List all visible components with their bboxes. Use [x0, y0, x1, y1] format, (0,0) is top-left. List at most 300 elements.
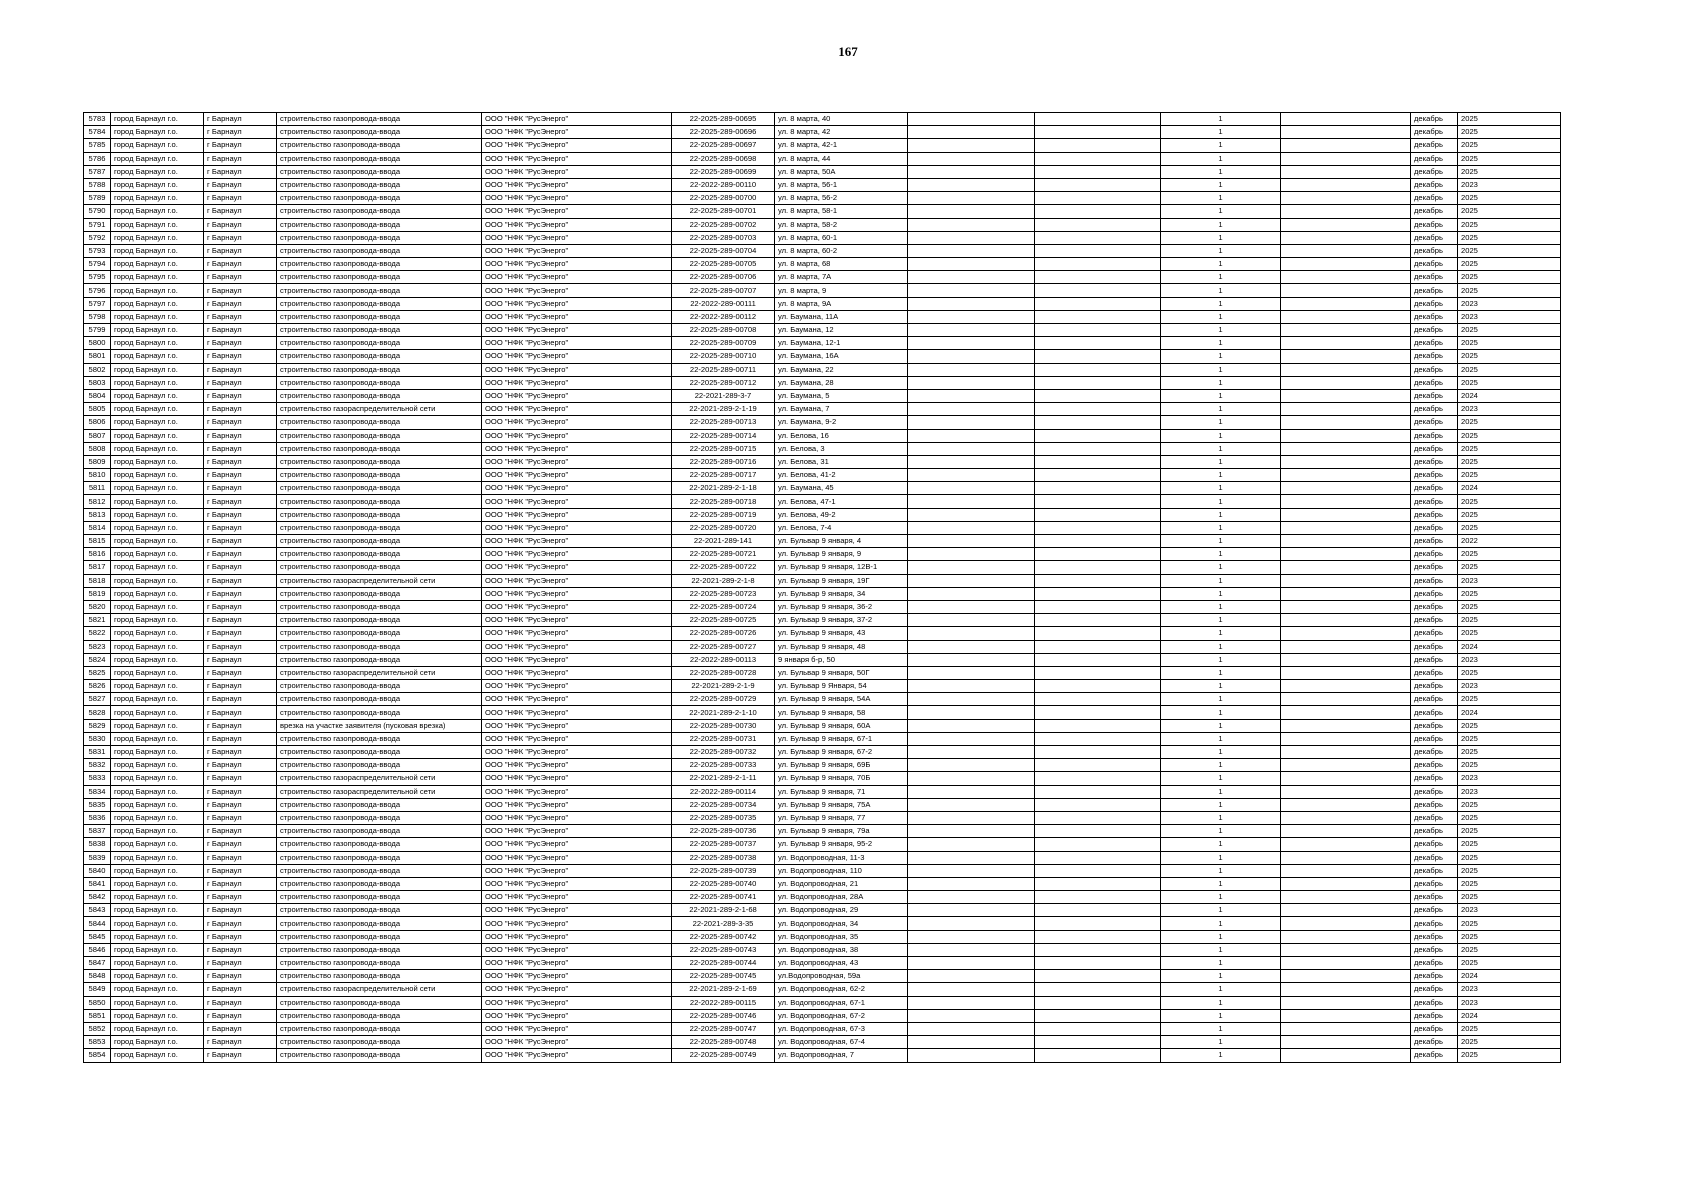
year-cell: 2025: [1458, 508, 1561, 521]
work-type-cell: строительство газопровода-ввода: [277, 877, 482, 890]
row-number-cell: 5831: [84, 746, 111, 759]
organization-cell: ООО "НФК "РусЭнерго": [482, 113, 672, 126]
locality-cell: г Барнаул: [204, 310, 277, 323]
empty-cell: [1281, 482, 1411, 495]
empty-cell: [1035, 482, 1161, 495]
work-type-cell: строительство газопровода-ввода: [277, 152, 482, 165]
table-row: [84, 139, 1561, 152]
empty-cell: [908, 640, 1035, 653]
month-cell: декабрь: [1411, 891, 1458, 904]
month-cell: декабрь: [1411, 1022, 1458, 1035]
organization-cell: ООО "НФК "РусЭнерго": [482, 244, 672, 257]
municipality-cell: город Барнаул г.о.: [111, 706, 204, 719]
work-type-cell: строительство газопровода-ввода: [277, 284, 482, 297]
empty-cell: [1035, 455, 1161, 468]
month-cell: декабрь: [1411, 785, 1458, 798]
address-cell: ул. Бульвар 9 января, 69Б: [775, 759, 908, 772]
empty-cell: [1035, 258, 1161, 271]
empty-cell: [1035, 152, 1161, 165]
row-number-cell: 5787: [84, 165, 111, 178]
row-number-cell: 5820: [84, 600, 111, 613]
empty-cell: [1281, 389, 1411, 402]
table-row: [84, 811, 1561, 824]
work-type-cell: строительство газопровода-ввода: [277, 113, 482, 126]
row-number-cell: 5819: [84, 587, 111, 600]
locality-cell: г Барнаул: [204, 891, 277, 904]
address-cell: ул. Бульвар 9 января, 12В-1: [775, 561, 908, 574]
month-cell: декабрь: [1411, 258, 1458, 271]
address-cell: ул. Бульвар 9 января, 9: [775, 548, 908, 561]
work-type-cell: строительство газопровода-ввода: [277, 482, 482, 495]
quantity-cell: 1: [1161, 271, 1281, 284]
registration-number-cell: 22-2025-289-00736: [672, 825, 775, 838]
address-cell: ул. 8 марта, 50А: [775, 165, 908, 178]
registration-number-cell: 22-2025-289-00707: [672, 284, 775, 297]
work-type-cell: строительство газопровода-ввода: [277, 627, 482, 640]
empty-cell: [1035, 904, 1161, 917]
registration-number-cell: 22-2025-289-00710: [672, 350, 775, 363]
empty-cell: [1281, 666, 1411, 679]
month-cell: декабрь: [1411, 957, 1458, 970]
address-cell: ул. Белова, 41-2: [775, 469, 908, 482]
empty-cell: [1281, 825, 1411, 838]
empty-cell: [908, 653, 1035, 666]
organization-cell: ООО "НФК "РусЭнерго": [482, 521, 672, 534]
table-row: [84, 548, 1561, 561]
table-row: [84, 495, 1561, 508]
work-type-cell: строительство газопровода-ввода: [277, 838, 482, 851]
locality-cell: г Барнаул: [204, 561, 277, 574]
empty-cell: [1035, 719, 1161, 732]
locality-cell: г Барнаул: [204, 1036, 277, 1049]
work-type-cell: строительство газопровода-ввода: [277, 759, 482, 772]
quantity-cell: 1: [1161, 178, 1281, 191]
organization-cell: ООО "НФК "РусЭнерго": [482, 759, 672, 772]
year-cell: 2025: [1458, 218, 1561, 231]
empty-cell: [1281, 548, 1411, 561]
organization-cell: ООО "НФК "РусЭнерго": [482, 389, 672, 402]
empty-cell: [908, 798, 1035, 811]
organization-cell: ООО "НФК "РусЭнерго": [482, 627, 672, 640]
row-number-cell: 5844: [84, 917, 111, 930]
work-type-cell: строительство газопровода-ввода: [277, 521, 482, 534]
work-type-cell: строительство газопровода-ввода: [277, 126, 482, 139]
year-cell: 2025: [1458, 587, 1561, 600]
row-number-cell: 5823: [84, 640, 111, 653]
empty-cell: [908, 403, 1035, 416]
quantity-cell: 1: [1161, 165, 1281, 178]
empty-cell: [908, 680, 1035, 693]
municipality-cell: город Барнаул г.о.: [111, 732, 204, 745]
month-cell: декабрь: [1411, 706, 1458, 719]
quantity-cell: 1: [1161, 614, 1281, 627]
table-row: [84, 1022, 1561, 1035]
empty-cell: [1035, 535, 1161, 548]
locality-cell: г Барнаул: [204, 337, 277, 350]
municipality-cell: город Барнаул г.о.: [111, 864, 204, 877]
organization-cell: ООО "НФК "РусЭнерго": [482, 310, 672, 323]
row-number-cell: 5804: [84, 389, 111, 402]
organization-cell: ООО "НФК "РусЭнерго": [482, 851, 672, 864]
year-cell: 2025: [1458, 851, 1561, 864]
work-type-cell: строительство газопровода-ввода: [277, 429, 482, 442]
empty-cell: [1035, 271, 1161, 284]
month-cell: декабрь: [1411, 139, 1458, 152]
organization-cell: ООО "НФК "РусЭнерго": [482, 455, 672, 468]
quantity-cell: 1: [1161, 785, 1281, 798]
address-cell: ул. Бульвар 9 января, 50Г: [775, 666, 908, 679]
month-cell: декабрь: [1411, 732, 1458, 745]
empty-cell: [1281, 205, 1411, 218]
quantity-cell: 1: [1161, 798, 1281, 811]
locality-cell: г Барнаул: [204, 574, 277, 587]
row-number-cell: 5832: [84, 759, 111, 772]
empty-cell: [1281, 442, 1411, 455]
work-type-cell: строительство газопровода-ввода: [277, 244, 482, 257]
municipality-cell: город Барнаул г.о.: [111, 666, 204, 679]
month-cell: декабрь: [1411, 798, 1458, 811]
address-cell: ул. Водопроводная, 67-3: [775, 1022, 908, 1035]
work-type-cell: строительство газопровода-ввода: [277, 693, 482, 706]
empty-cell: [1035, 680, 1161, 693]
quantity-cell: 1: [1161, 1009, 1281, 1022]
locality-cell: г Барнаул: [204, 350, 277, 363]
table-row: [84, 825, 1561, 838]
empty-cell: [1281, 983, 1411, 996]
locality-cell: г Барнаул: [204, 535, 277, 548]
quantity-cell: 1: [1161, 693, 1281, 706]
work-type-cell: строительство газопровода-ввода: [277, 811, 482, 824]
registration-number-cell: 22-2025-289-00705: [672, 258, 775, 271]
work-type-cell: строительство газопровода-ввода: [277, 508, 482, 521]
address-cell: ул. Белова, 16: [775, 429, 908, 442]
registration-number-cell: 22-2025-289-00716: [672, 455, 775, 468]
address-cell: ул. Водопроводная, 67-4: [775, 1036, 908, 1049]
table-row: [84, 521, 1561, 534]
organization-cell: ООО "НФК "РусЭнерго": [482, 666, 672, 679]
empty-cell: [908, 877, 1035, 890]
quantity-cell: 1: [1161, 442, 1281, 455]
empty-cell: [1035, 891, 1161, 904]
organization-cell: ООО "НФК "РусЭнерго": [482, 535, 672, 548]
month-cell: декабрь: [1411, 600, 1458, 613]
registration-number-cell: 22-2025-289-00711: [672, 363, 775, 376]
locality-cell: г Барнаул: [204, 165, 277, 178]
empty-cell: [1281, 521, 1411, 534]
locality-cell: г Барнаул: [204, 970, 277, 983]
quantity-cell: 1: [1161, 970, 1281, 983]
work-type-cell: строительство газопровода-ввода: [277, 996, 482, 1009]
empty-cell: [1035, 324, 1161, 337]
locality-cell: г Барнаул: [204, 244, 277, 257]
address-cell: ул. Баумана, 11А: [775, 310, 908, 323]
row-number-cell: 5794: [84, 258, 111, 271]
empty-cell: [1281, 891, 1411, 904]
locality-cell: г Барнаул: [204, 126, 277, 139]
table-row: [84, 1009, 1561, 1022]
year-cell: 2025: [1458, 877, 1561, 890]
row-number-cell: 5826: [84, 680, 111, 693]
municipality-cell: город Барнаул г.о.: [111, 574, 204, 587]
empty-cell: [1281, 139, 1411, 152]
registration-number-cell: 22-2025-289-00723: [672, 587, 775, 600]
quantity-cell: 1: [1161, 851, 1281, 864]
table-row: [84, 376, 1561, 389]
year-cell: 2025: [1458, 442, 1561, 455]
year-cell: 2025: [1458, 258, 1561, 271]
municipality-cell: город Барнаул г.о.: [111, 416, 204, 429]
month-cell: декабрь: [1411, 759, 1458, 772]
table-row: [84, 851, 1561, 864]
quantity-cell: 1: [1161, 126, 1281, 139]
work-type-cell: строительство газопровода-ввода: [277, 680, 482, 693]
empty-cell: [1281, 877, 1411, 890]
empty-cell: [1281, 561, 1411, 574]
locality-cell: г Барнаул: [204, 139, 277, 152]
row-number-cell: 5845: [84, 930, 111, 943]
registration-number-cell: 22-2021-289-2-1-18: [672, 482, 775, 495]
organization-cell: ООО "НФК "РусЭнерго": [482, 297, 672, 310]
row-number-cell: 5854: [84, 1049, 111, 1062]
row-number-cell: 5821: [84, 614, 111, 627]
empty-cell: [1281, 904, 1411, 917]
quantity-cell: 1: [1161, 244, 1281, 257]
locality-cell: г Барнаул: [204, 389, 277, 402]
row-number-cell: 5822: [84, 627, 111, 640]
locality-cell: г Барнаул: [204, 627, 277, 640]
empty-cell: [1281, 917, 1411, 930]
work-type-cell: строительство газопровода-ввода: [277, 891, 482, 904]
address-cell: ул. Бульвар 9 января, 60А: [775, 719, 908, 732]
locality-cell: г Барнаул: [204, 864, 277, 877]
municipality-cell: город Барнаул г.о.: [111, 244, 204, 257]
quantity-cell: 1: [1161, 719, 1281, 732]
locality-cell: г Барнаул: [204, 600, 277, 613]
empty-cell: [1281, 337, 1411, 350]
month-cell: декабрь: [1411, 429, 1458, 442]
registration-number-cell: 22-2025-289-00726: [672, 627, 775, 640]
registration-number-cell: 22-2025-289-00740: [672, 877, 775, 890]
municipality-cell: город Барнаул г.о.: [111, 178, 204, 191]
table-row: [84, 244, 1561, 257]
empty-cell: [1035, 838, 1161, 851]
municipality-cell: город Барнаул г.о.: [111, 535, 204, 548]
row-number-cell: 5808: [84, 442, 111, 455]
organization-cell: ООО "НФК "РусЭнерго": [482, 284, 672, 297]
empty-cell: [1281, 324, 1411, 337]
empty-cell: [1035, 442, 1161, 455]
empty-cell: [1281, 310, 1411, 323]
organization-cell: ООО "НФК "РусЭнерго": [482, 165, 672, 178]
year-cell: 2025: [1458, 376, 1561, 389]
work-type-cell: строительство газопровода-ввода: [277, 930, 482, 943]
empty-cell: [1035, 970, 1161, 983]
locality-cell: г Барнаул: [204, 218, 277, 231]
row-number-cell: 5790: [84, 205, 111, 218]
address-cell: ул. Водопроводная, 35: [775, 930, 908, 943]
empty-cell: [908, 574, 1035, 587]
locality-cell: г Барнаул: [204, 680, 277, 693]
quantity-cell: 1: [1161, 521, 1281, 534]
locality-cell: г Барнаул: [204, 732, 277, 745]
locality-cell: г Барнаул: [204, 719, 277, 732]
year-cell: 2025: [1458, 192, 1561, 205]
row-number-cell: 5839: [84, 851, 111, 864]
locality-cell: г Барнаул: [204, 653, 277, 666]
registration-number-cell: 22-2021-289-2-1-9: [672, 680, 775, 693]
month-cell: декабрь: [1411, 917, 1458, 930]
quantity-cell: 1: [1161, 113, 1281, 126]
municipality-cell: город Барнаул г.о.: [111, 600, 204, 613]
table-row: [84, 218, 1561, 231]
year-cell: 2025: [1458, 811, 1561, 824]
empty-cell: [908, 178, 1035, 191]
organization-cell: ООО "НФК "РусЭнерго": [482, 350, 672, 363]
table-row: [84, 693, 1561, 706]
empty-cell: [908, 548, 1035, 561]
registration-number-cell: 22-2025-289-00728: [672, 666, 775, 679]
municipality-cell: город Барнаул г.о.: [111, 1009, 204, 1022]
address-cell: ул. Бульвар 9 Января, 54: [775, 680, 908, 693]
address-cell: ул.Водопроводная, 59а: [775, 970, 908, 983]
municipality-cell: город Барнаул г.о.: [111, 310, 204, 323]
empty-cell: [1035, 337, 1161, 350]
address-cell: ул. Водопроводная, 110: [775, 864, 908, 877]
registration-number-cell: 22-2025-289-00695: [672, 113, 775, 126]
empty-cell: [1035, 126, 1161, 139]
registration-number-cell: 22-2025-289-00699: [672, 165, 775, 178]
organization-cell: ООО "НФК "РусЭнерго": [482, 693, 672, 706]
work-type-cell: строительство газопровода-ввода: [277, 904, 482, 917]
work-type-cell: врезка на участке заявителя (пусковая врезка): [277, 719, 482, 732]
address-cell: ул. 8 марта, 9А: [775, 297, 908, 310]
address-cell: ул. 8 марта, 9: [775, 284, 908, 297]
year-cell: 2023: [1458, 297, 1561, 310]
address-cell: ул. Бульвар 9 января, 58: [775, 706, 908, 719]
address-cell: ул. Бульвар 9 января, 43: [775, 627, 908, 640]
quantity-cell: 1: [1161, 732, 1281, 745]
empty-cell: [1281, 996, 1411, 1009]
empty-cell: [908, 258, 1035, 271]
locality-cell: г Барнаул: [204, 811, 277, 824]
address-cell: ул. Бульвар 9 января, 95-2: [775, 838, 908, 851]
empty-cell: [908, 389, 1035, 402]
empty-cell: [908, 746, 1035, 759]
organization-cell: ООО "НФК "РусЭнерго": [482, 1009, 672, 1022]
empty-cell: [908, 811, 1035, 824]
row-number-cell: 5812: [84, 495, 111, 508]
registration-number-cell: 22-2025-289-00738: [672, 851, 775, 864]
empty-cell: [1035, 416, 1161, 429]
municipality-cell: город Барнаул г.о.: [111, 785, 204, 798]
organization-cell: ООО "НФК "РусЭнерго": [482, 363, 672, 376]
year-cell: 2023: [1458, 772, 1561, 785]
locality-cell: г Барнаул: [204, 877, 277, 890]
organization-cell: ООО "НФК "РусЭнерго": [482, 561, 672, 574]
month-cell: декабрь: [1411, 1036, 1458, 1049]
address-cell: ул. 8 марта, 68: [775, 258, 908, 271]
row-number-cell: 5852: [84, 1022, 111, 1035]
municipality-cell: город Барнаул г.о.: [111, 891, 204, 904]
empty-cell: [908, 693, 1035, 706]
municipality-cell: город Барнаул г.о.: [111, 1036, 204, 1049]
locality-cell: г Барнаул: [204, 838, 277, 851]
municipality-cell: город Барнаул г.о.: [111, 152, 204, 165]
table-row: [84, 350, 1561, 363]
registration-number-cell: 22-2025-289-00749: [672, 1049, 775, 1062]
organization-cell: ООО "НФК "РусЭнерго": [482, 798, 672, 811]
quantity-cell: 1: [1161, 746, 1281, 759]
address-cell: ул. 8 марта, 58-2: [775, 218, 908, 231]
municipality-cell: город Барнаул г.о.: [111, 627, 204, 640]
address-cell: ул. Водопроводная, 62-2: [775, 983, 908, 996]
empty-cell: [1281, 165, 1411, 178]
empty-cell: [908, 521, 1035, 534]
quantity-cell: 1: [1161, 600, 1281, 613]
empty-cell: [1281, 350, 1411, 363]
address-cell: ул. Бульвар 9 января, 36-2: [775, 600, 908, 613]
quantity-cell: 1: [1161, 258, 1281, 271]
year-cell: 2025: [1458, 205, 1561, 218]
address-cell: ул. 8 марта, 40: [775, 113, 908, 126]
municipality-cell: город Барнаул г.о.: [111, 772, 204, 785]
address-cell: ул. Водопроводная, 7: [775, 1049, 908, 1062]
row-number-cell: 5847: [84, 957, 111, 970]
registration-number-cell: 22-2025-289-00718: [672, 495, 775, 508]
empty-cell: [908, 113, 1035, 126]
month-cell: декабрь: [1411, 614, 1458, 627]
quantity-cell: 1: [1161, 403, 1281, 416]
empty-cell: [1281, 693, 1411, 706]
quantity-cell: 1: [1161, 231, 1281, 244]
empty-cell: [1035, 376, 1161, 389]
organization-cell: ООО "НФК "РусЭнерго": [482, 825, 672, 838]
month-cell: декабрь: [1411, 1049, 1458, 1062]
registration-number-cell: 22-2022-289-00111: [672, 297, 775, 310]
registration-number-cell: 22-2025-289-00703: [672, 231, 775, 244]
locality-cell: г Барнаул: [204, 851, 277, 864]
address-cell: ул. Белова, 3: [775, 442, 908, 455]
quantity-cell: 1: [1161, 811, 1281, 824]
work-type-cell: строительство газопровода-ввода: [277, 970, 482, 983]
empty-cell: [908, 917, 1035, 930]
page-number: 167: [838, 44, 858, 59]
locality-cell: г Барнаул: [204, 746, 277, 759]
year-cell: 2023: [1458, 574, 1561, 587]
row-number-cell: 5835: [84, 798, 111, 811]
quantity-cell: 1: [1161, 337, 1281, 350]
empty-cell: [908, 759, 1035, 772]
empty-cell: [908, 495, 1035, 508]
table-row: [84, 561, 1561, 574]
quantity-cell: 1: [1161, 535, 1281, 548]
month-cell: декабрь: [1411, 337, 1458, 350]
empty-cell: [1035, 666, 1161, 679]
registration-number-cell: 22-2025-289-00701: [672, 205, 775, 218]
empty-cell: [1281, 152, 1411, 165]
empty-cell: [1035, 627, 1161, 640]
address-cell: ул. Водопроводная, 28А: [775, 891, 908, 904]
empty-cell: [908, 429, 1035, 442]
row-number-cell: 5795: [84, 271, 111, 284]
empty-cell: [908, 930, 1035, 943]
year-cell: 2025: [1458, 957, 1561, 970]
table-row: [84, 126, 1561, 139]
empty-cell: [1281, 759, 1411, 772]
registration-number-cell: 22-2025-289-00731: [672, 732, 775, 745]
year-cell: 2025: [1458, 1022, 1561, 1035]
month-cell: декабрь: [1411, 389, 1458, 402]
